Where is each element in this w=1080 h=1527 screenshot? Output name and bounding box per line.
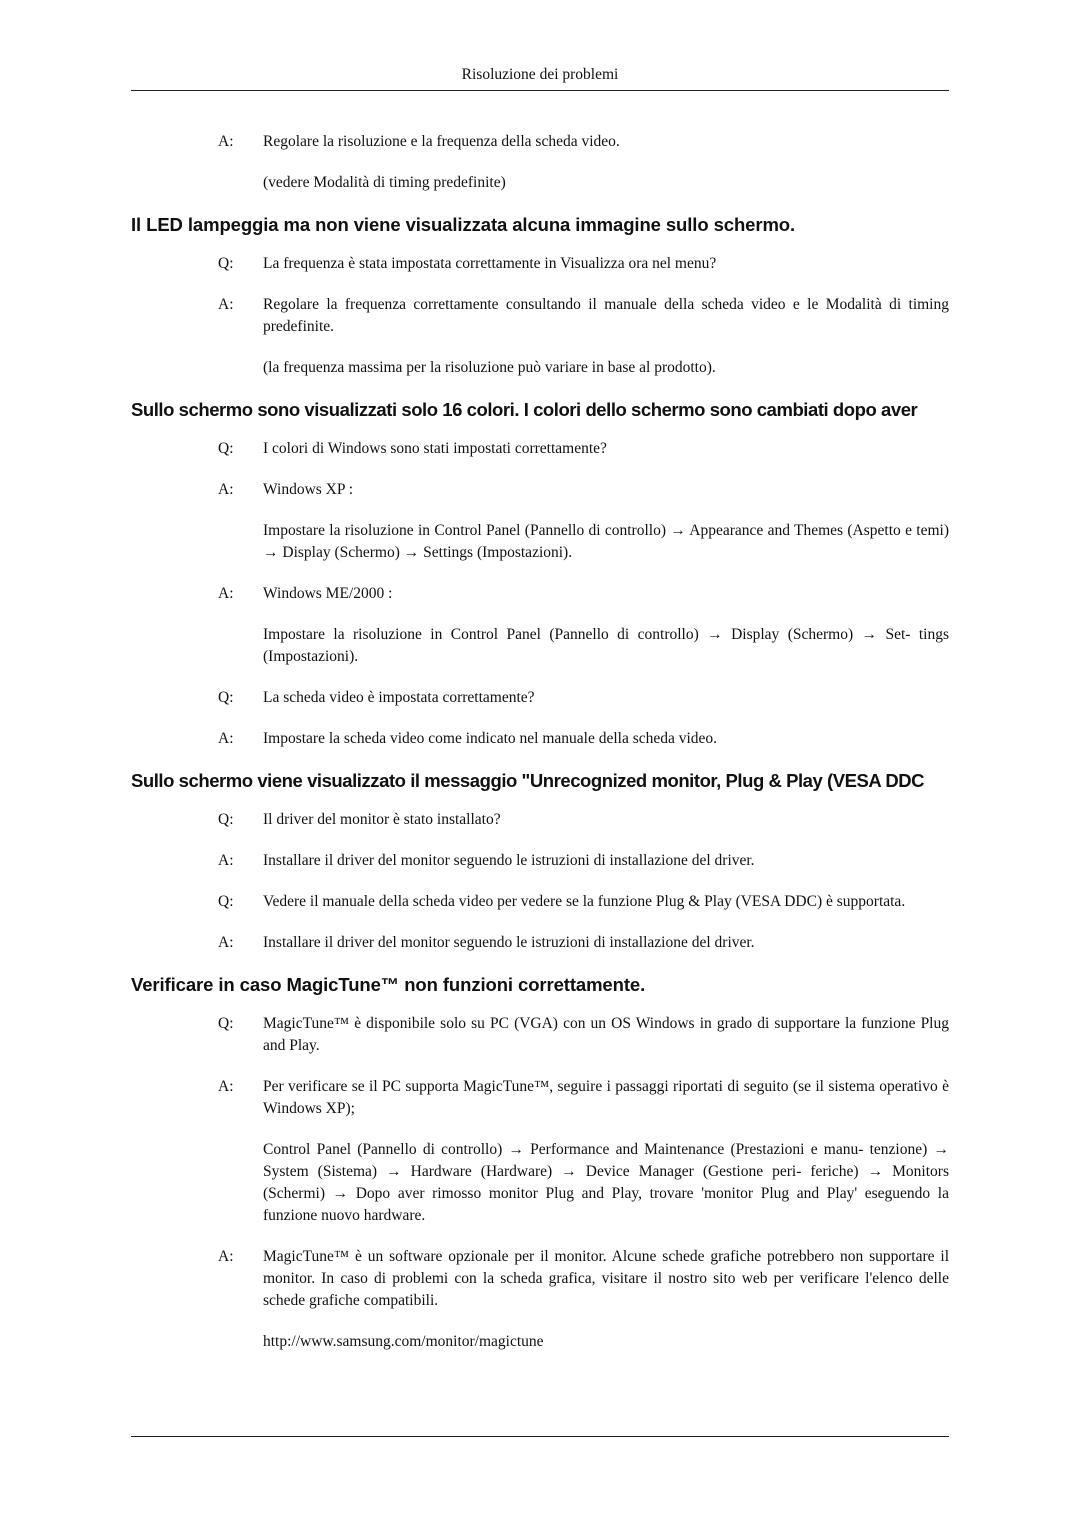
answer-text: Per verificare se il PC supporta MagicTune™, seguire i passaggi riportati di seguito (se il sistema operativo è Windows XP); <box>263 1078 949 1117</box>
answer-text: Installare il driver del monitor seguendo le istruzioni di installazione del driver. <box>263 934 755 951</box>
question-block <box>218 438 949 460</box>
question-block <box>218 809 949 831</box>
answer-text: Impostare la scheda video come indicato nel manuale della scheda video. <box>263 730 718 747</box>
answer-block <box>218 850 949 872</box>
section-heading-magictune: Verificare in caso MagicTune™ non funzioni correttamente. <box>131 974 646 995</box>
answer-label: A: <box>218 585 234 602</box>
answer-block <box>218 728 949 750</box>
answer-block <box>218 479 949 501</box>
question-label: Q: <box>218 1015 234 1032</box>
question-block <box>218 253 949 275</box>
question-text: MagicTune™ è disponibile solo su PC (VGA) con un OS Windows in grado di supportare la funzione Plug and Play. <box>263 1015 949 1054</box>
answer-note: Impostare la risoluzione in Control Panel (Pannello di controllo) → Display (Schermo) → Set- tings (Impostazioni). <box>263 626 949 665</box>
answer-text: Regolare la risoluzione e la frequenza della scheda video. <box>263 133 620 150</box>
answer-block <box>218 294 949 338</box>
question-label: Q: <box>218 893 234 910</box>
question-text: La scheda video è impostata correttamente? <box>263 689 535 706</box>
answer-block <box>218 131 949 153</box>
question-label: Q: <box>218 811 234 828</box>
question-block <box>218 891 949 913</box>
answer-label: A: <box>218 1078 234 1095</box>
answer-label: A: <box>218 481 234 498</box>
answer-text: Windows ME/2000 : <box>263 585 393 602</box>
section-heading-led-blinking: Il LED lampeggia ma non viene visualizzata alcuna immagine sullo schermo. <box>131 214 796 235</box>
answer-text: Windows XP : <box>263 481 354 498</box>
question-label: Q: <box>218 689 234 706</box>
question-text: La frequenza è stata impostata correttamente in Visualizza ora nel menu? <box>263 255 717 272</box>
answer-block <box>218 583 949 605</box>
magictune-url: http://www.samsung.com/monitor/magictune <box>263 1333 544 1350</box>
answer-label: A: <box>218 1248 234 1265</box>
answer-note: (la frequenza massima per la risoluzione può variare in base al prodotto). <box>263 359 716 376</box>
question-label: Q: <box>218 255 234 272</box>
page-header-title: Risoluzione dei problemi <box>461 66 619 83</box>
answer-label: A: <box>218 133 234 150</box>
answer-block <box>218 1246 949 1312</box>
answer-note: (vedere Modalità di timing predefinite) <box>263 174 506 191</box>
answer-label: A: <box>218 296 234 313</box>
answer-label: A: <box>218 852 234 869</box>
question-block <box>218 687 949 709</box>
answer-note: Impostare la risoluzione in Control Panel (Pannello di controllo) → Appearance and Themes (Aspetto e temi) → Display (Schermo) → Settings (Impostazioni). <box>263 522 949 561</box>
answer-label: A: <box>218 934 234 951</box>
question-block <box>218 1013 949 1057</box>
header-divider <box>131 90 949 91</box>
answer-label: A: <box>218 730 234 747</box>
question-label: Q: <box>218 440 234 457</box>
question-text: Vedere il manuale della scheda video per vedere se la funzione Plug & Play (VESA DDC) è supportata. <box>263 893 906 910</box>
section-heading-unrecognized-monitor: Sullo schermo viene visualizzato il messaggio "Unrecognized monitor, Plug & Play (VESA DDC <box>131 770 925 791</box>
answer-block <box>218 1076 949 1120</box>
question-text: Il driver del monitor è stato installato? <box>263 811 501 828</box>
answer-note: Control Panel (Pannello di controllo) → Performance and Maintenance (Prestazioni e manu- tenzione) → System (Sistema) → Hardware (Hardware) → Device Manager (Gestione peri- feriche) → Monitors (Schermi) → Dopo aver rimosso monitor Plug and Play, trovare 'monitor Plug and Play' eseguendo la funzione nuovo hardware. <box>263 1141 949 1224</box>
document-body <box>0 131 1080 1372</box>
answer-text: Installare il driver del monitor seguendo le istruzioni di installazione del driver. <box>263 852 755 869</box>
footer-divider <box>131 1436 949 1437</box>
answer-block <box>218 932 949 954</box>
answer-text: Regolare la frequenza correttamente consultando il manuale della scheda video e le Modalità di timing predefinite. <box>263 296 949 335</box>
section-heading-16-colors: Sullo schermo sono visualizzati solo 16 colori. I colori dello schermo sono cambiati dopo aver <box>131 399 918 420</box>
question-text: I colori di Windows sono stati impostati correttamente? <box>263 440 607 457</box>
answer-text: MagicTune™ è un software opzionale per il monitor. Alcune schede grafiche potrebbero non supportare il monitor. In caso di problemi con la scheda grafica, visitare il nostro sito web per verificare l'elenco delle schede grafiche compatibili. <box>263 1248 949 1309</box>
